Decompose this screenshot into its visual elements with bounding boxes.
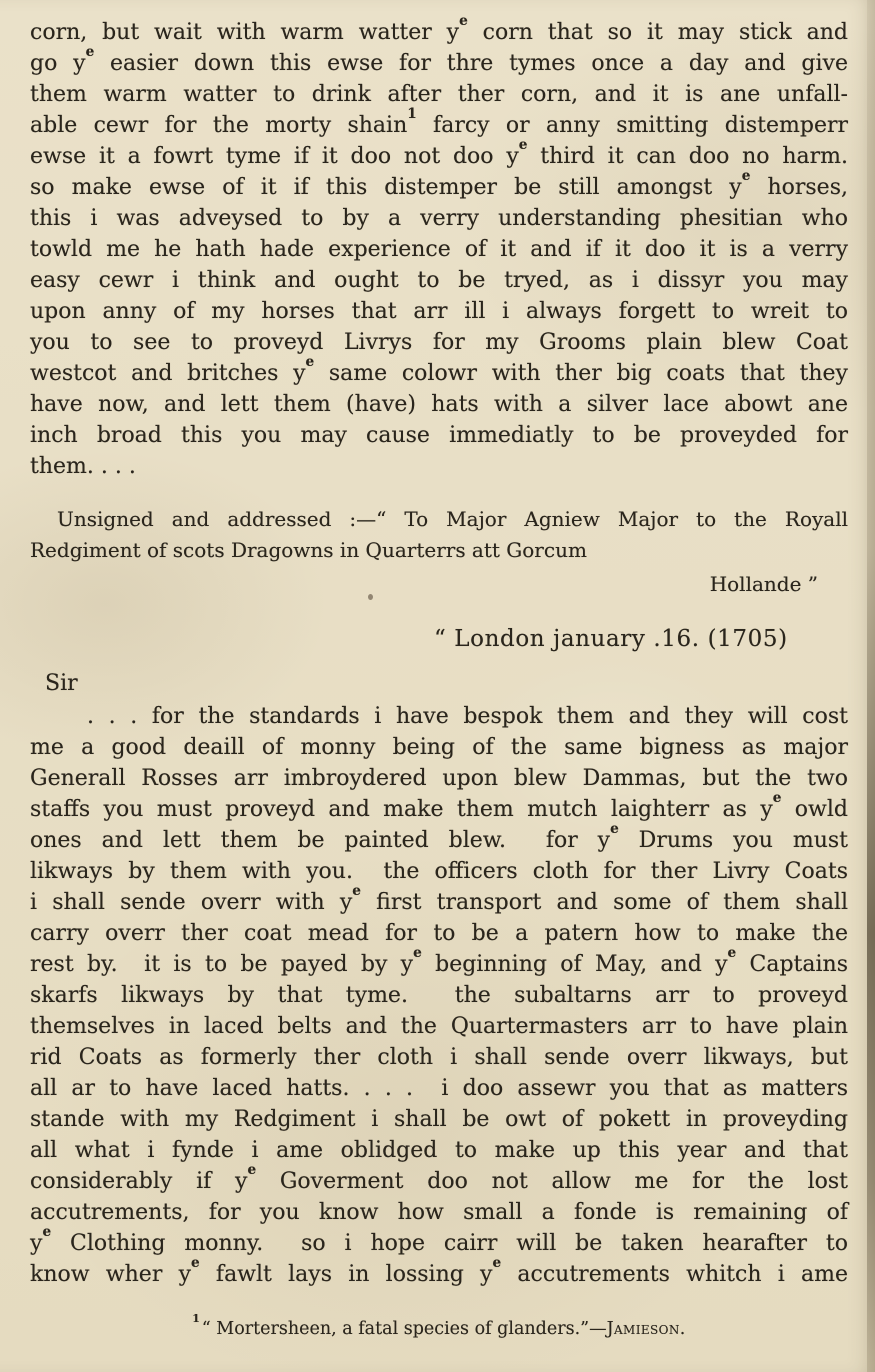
footnote-marker: 1 [192,1312,200,1326]
text-line: have now, and lett them (have) hats with a silver lace abowt ane [30,392,848,417]
text-line: skarfs likways by that tyme. the subaltarns arr to proveyd [30,983,848,1008]
text-line: considerably if $y^e$ Goverment doo not allow me for the lost [30,1161,848,1194]
text-line: you to see to proveyd Livrys for my Grooms plain blew Coat [30,330,848,355]
text-line: stande with my Redgiment i shall be owt of pokett in proveyding [30,1107,848,1132]
superscript: e [413,944,422,961]
text-line: towld me he hath hade experience of it and if it doo it is a verry [30,237,848,262]
text-line: ones and lett them be painted blew. for $y^e$ Drums you must [30,820,848,853]
text-line: accutrements, for you know how small a fonde is remaining of [30,1200,848,1225]
text-line: upon anny of my horses that arr ill i always forgett to wreit to [30,299,848,324]
paper-speck [368,594,373,600]
text-line: carry overr ther coat mead for to be a patern how to make the [30,921,848,946]
text-line: rid Coats as formerly ther cloth i shall sende overr likways, but [30,1045,848,1070]
page-gutter-shadow [867,0,875,1372]
superscript: e [191,1254,200,1271]
text-line: corn, but wait with warm watter $y^e$ corn that so it may stick and [30,12,848,45]
text-line: know wher $y^e$ fawlt lays in lossing $y^e$ accutrements whitch i ame [30,1254,849,1287]
text-line: westcot and britches $y^e$ same colowr with ther big coats that they [30,353,848,386]
text-line: ewse it a fowrt tyme if it doo not doo $y^e$ third it can doo no harm. [30,136,849,169]
footnote [30,1312,848,1341]
superscript: e [518,136,528,153]
text-line: rest by. it is to be payed by $y^e$ beginning of May, and $y^e$ Captains [30,944,848,977]
text-line: this i was adveysed to by a verry understanding phesitian who [30,206,848,231]
superscript: e [492,1254,502,1271]
superscript: e [247,1161,257,1178]
text-line: themselves in laced belts and the Quartermasters arr to have plain [30,1014,848,1039]
superscript: e [305,353,315,370]
superscript: 1 [407,105,417,122]
paragraph-horse-remedy [30,12,849,482]
superscript: e [42,1223,52,1240]
text-line: me a good deaill of monny being of the same bigness as major [30,735,848,760]
superscript: e [741,167,751,184]
text-line: $y^e$ Clothing monny. so i hope cairr will be taken hearafter to [30,1223,848,1256]
text-line: able cewr for the morty shain$^1$ farcy or anny smitting distemperr [30,105,848,138]
text-line: Redgiment of scots Dragowns in Quarterrs att Gorcum [30,538,587,562]
footnote-author: Jamieson. [606,1319,686,1339]
text-line: them. . . . [30,454,136,479]
superscript: e [85,43,95,60]
letter-body [30,701,848,1290]
text-line: likways by them with you. the officers cloth for ther Livry Coats [30,859,848,884]
text-line: all ar to have laced hatts. . . . i doo assewr you that as matters [30,1076,848,1101]
address-place: Hollande ” [709,572,818,596]
superscript: e [610,820,619,837]
letter-salutation: Sir [45,671,78,696]
text-line: . . . for the standards i have bespok them and they will cost [87,704,848,729]
text-line: so make ewse of it if this distemper be still amongst $y^e$ horses, [30,167,848,200]
text-line: them warm watter to drink after ther corn, and it is ane unfall- [30,82,848,107]
footnote-text: “ Mortersheen, a fatal species of glanders.”— [201,1319,607,1339]
letter-dateline: “ London january .16. (1705) [434,626,788,652]
superscript: e [352,882,361,899]
superscript: e [772,789,782,806]
superscript: e [727,944,737,961]
text-line: i shall sende overr with $y^e$ first transport and some of them shall [30,882,849,915]
text-line: easy cewr i think and ought to be tryed, as i dissyr you may [30,268,848,293]
text-line: staffs you must proveyd and make them mutch laighterr as $y^e$ owld [30,789,848,822]
superscript: e [459,12,468,29]
editorial-note [30,504,848,566]
text-line: Generall Rosses arr imbroydered upon blew Dammas, but the two [30,766,848,791]
text-line: all what i fynde i ame oblidged to make up this year and that [30,1138,848,1163]
text-line: Unsigned and addressed :—“ To Major Agniew Major to the Royall [57,507,848,531]
text-line: go $y^e$ easier down this ewse for thre tymes once a day and give [30,43,848,76]
text-line: inch broad this you may cause immediatly to be proveyded for [30,423,848,448]
